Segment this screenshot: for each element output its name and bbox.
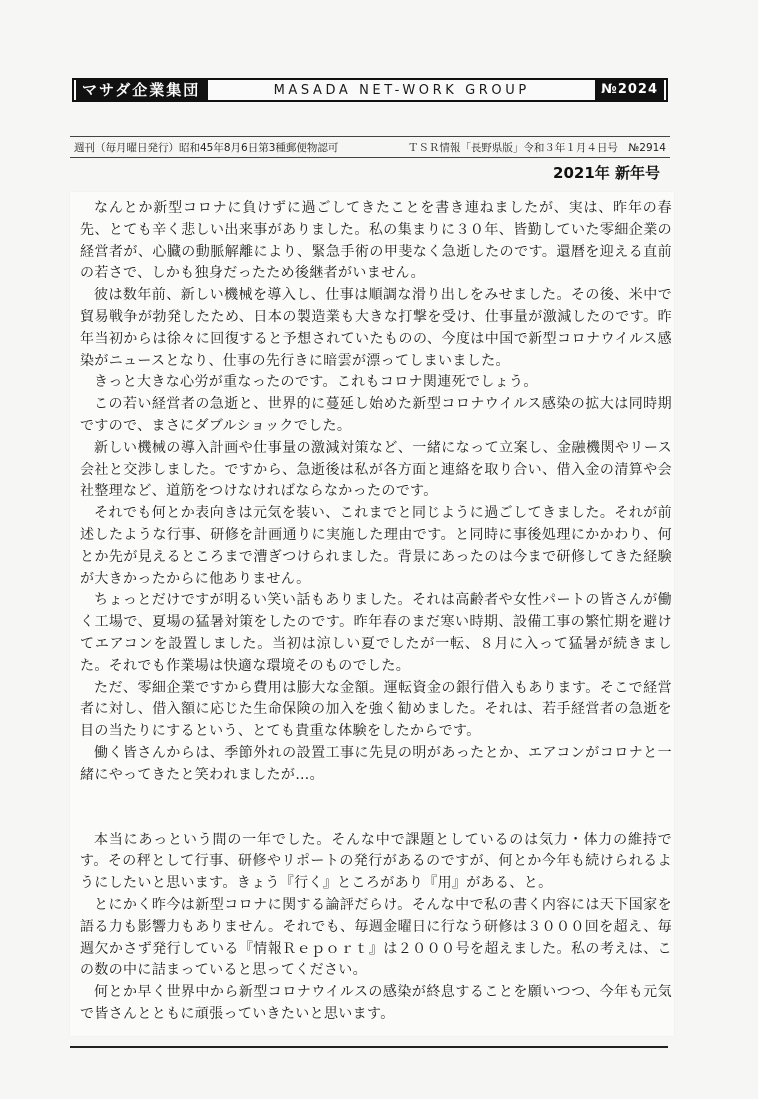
publication-info-right: ＴＳＲ情報「長野県版」令和３年１月４日号 №2914 [407,141,666,154]
article-body [80,198,672,1026]
paragraph: この若い経営者の急逝と、世界的に蔓延し始めた新型コロナウイルス感染の拡大は同時期ですので、まさにダブルショックでした。 [80,396,672,434]
issue-title: 2021年 新年号 [553,164,660,182]
masthead-issue-number: №2024 [595,80,664,100]
paragraph: 働く皆さんからは、季節外れの設置工事に先見の明があったとか、エアコンがコロナと一緒にやってきたと笑われましたが…。 [80,744,672,783]
masthead-brand: マサダ企業集団 [76,80,208,100]
paragraph: 何とか早く世界中から新型コロナウイルスの感染が終息することを願いつつ、今年も元気で皆さんとともに頑張っていきたいと思います。 [80,984,672,1022]
section-gap [80,787,672,830]
paragraph: とにかく昨今は新型コロナに関する論評だらけ。そんな中で私の書く内容には天下国家を語る力も影響力もありません。それでも、毎週金曜日に行なう研修は３０００回を超え、毎週欠かさず発行している『情報Ｒｅｐｏｒｔ』は２０００号を超えました。私の考えは、この数の中に詰まっていると思ってください。 [80,896,672,979]
paragraph: ただ、零細企業ですから費用は膨大な金額。運転資金の銀行借入もあります。そこで経営者に対し、借入額に応じた生命保険の加入を強く勧めました。それは、若手経営者の急逝を目の当たりにするという、とても貴重な体験をしたからです。 [80,679,672,740]
paragraph: なんとか新型コロナに負けずに過ごしてきたことを書き連ねましたが、実は、昨年の春先、とても辛く悲しい出来事がありました。私の集まりに３０年、皆勤していた零細企業の経営者が、心臓の動脈解離により、緊急手術の甲斐なく急逝したのです。還暦を迎える直前の若さで、しかも独身だったため後継者がいません。 [80,200,672,282]
paragraph: 新しい機械の導入計画や仕事量の激減対策など、一緒になって立案し、金融機関やリース会社と交渉しました。ですから、急逝後は私が各方面と連絡を取り合い、借入金の清算や会社整理など、道筋をつけなければならなかったのです。 [80,439,672,500]
masthead-english-name: MASADA NET-WORK GROUP [273,82,530,98]
publication-info-strip [70,136,670,158]
paragraph: 本当にあっという間の一年でした。そんな中で課題としているのは気力・体力の維持です。その秤として行事、研修やリポートの発行があるのですが、何とか今年も続けられるようにしたいと思います。きょう『行く』ところがあり『用』がある、と。 [80,831,672,892]
publication-info-left: 週刊（毎月曜日発行）昭和45年8月6日第3種郵便物認可 [74,141,339,154]
paragraph: ちょっとだけですが明るい笑い話もありました。それは高齢者や女性パートの皆さんが働く工場で、夏場の猛暑対策をしたのです。昨年春のまだ寒い時期、設備工事の繁忙期を避けてエアコンを設置しました。当初は涼しい夏でしたが一転、８月に入って猛暑が続きました。それでも作業場は快適な環境そのものでした。 [80,592,672,674]
masthead [72,78,668,102]
bottom-divider [70,1046,668,1048]
paragraph: きっと大きな心労が重なったのです。これもコロナ関連死でしょう。 [94,374,538,391]
paragraph: それでも何とか表向きは元気を装い、これまでと同じように過ごしてきました。それが前述したような行事、研修を計画通りに実施した理由です。と同時に事後処理にかかわり、何とか先が見えるところまで漕ぎつけられました。背景にあったのは今まで研修してきた経験が大きかったからに他ありません。 [80,505,672,587]
paragraph: 彼は数年前、新しい機械を導入し、仕事は順調な滑り出しをみせました。その後、米中で貿易戦争が勃発したため、日本の製造業も大きな打撃を受け、仕事量が激減したのです。昨年当初からは徐々に回復すると予想されていたものの、今度は中国で新型コロナウイルス感染がニュースとなり、仕事の先行きに暗雲が漂ってしまいました。 [80,287,672,369]
